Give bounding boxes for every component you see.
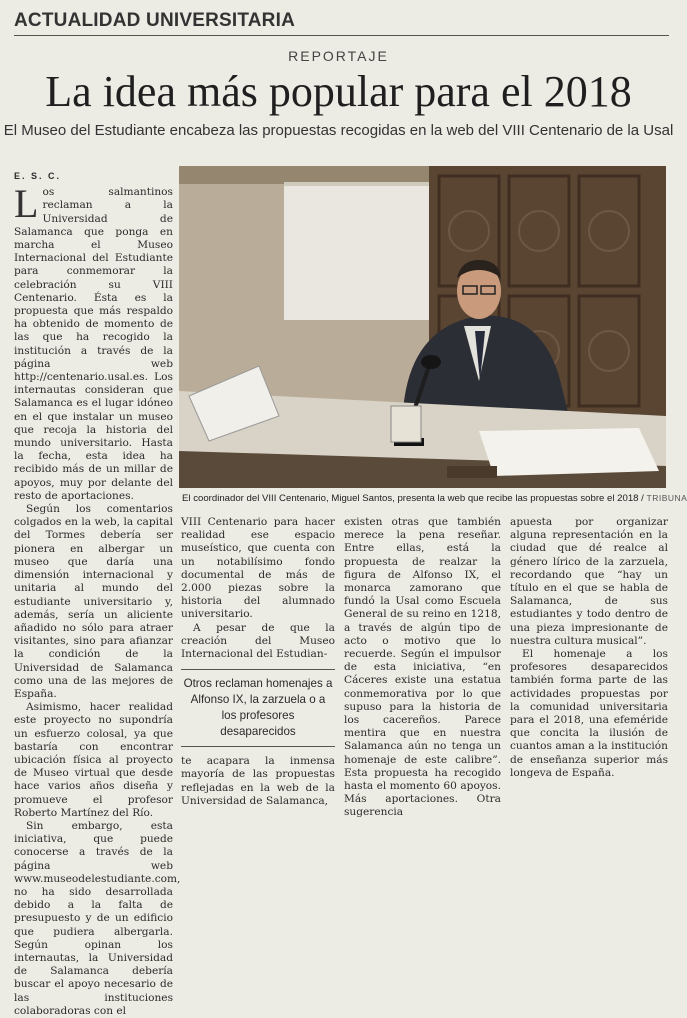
photo-credit: TRIBUNA: [646, 493, 687, 503]
article-column-2: [181, 516, 335, 807]
caption-text: El coordinador del VIII Centenario, Miguel Santos, presenta la web que recibe las propuestas sobre el 2018: [182, 493, 639, 504]
pull-quote: Otros reclaman homenajes a Alfonso IX, la zarzuela o a los profesores desaparecidos: [181, 669, 335, 747]
article-column-4: [510, 516, 668, 779]
headline: La idea más popular para el 2018: [45, 67, 632, 116]
byline: E. S. C.: [14, 171, 62, 181]
paragraph: existen otras que también merece la pena reseñar. Entre ellas, está la propuesta de realzar la figura de Alfonso IX, el monarca zamorano que fundó la Usal como Escuela General de su reino en 1218, a través de algún tipo de acto o motivo que lo recuerde. Según el impulsor de esta iniciativa, “en Cáceres existe una estatua conmemorativa por lo que supuso para la historia de los cacereños. Parece mentira que en nuestra Salamanca aún no tenga un homenaje de este calibre”. Esta propuesta ha recogido hasta el momento 60 apoyos. Más aportaciones. Otra sugerencia: [344, 516, 501, 819]
drop-cap: L: [14, 181, 39, 227]
paragraph: A pesar de que la creación del Museo Internacional del Estudian-: [181, 621, 335, 661]
paragraph: VIII Centenario para hacer realidad ese espacio museístico, que cuenta con un notabilísimo fondo documental de más de 2.000 piezas sobre la historia del alumnado universitario.: [181, 516, 335, 621]
paragraph: Sin embargo, esta iniciativa, que puede conocerse a través de la página web www.museodelestudiante.com, no ha sido desarrollada debido a la falta de presupuesto y de un edificio que pudiera albergarla. Según opinan los internautas, la Universidad de Salamanca debería buscar el apoyo necesario de las instituciones colaboradoras con el: [14, 819, 181, 1017]
lead-paragraph: [14, 181, 173, 503]
photo-caption: [182, 493, 687, 504]
subheadline: El Museo del Estudiante encabeza las propuestas recogidas en la web del VIII Centenario de la Usal: [3, 122, 674, 139]
article-column-3: [344, 516, 501, 819]
photo-illustration: [179, 166, 666, 488]
section-header: ACTUALIDAD UNIVERSITARIA: [14, 10, 669, 36]
paragraph: El homenaje a los profesores desaparecidos también forma parte de las actividades propuestas por la comunidad universitaria para el 2018, una efeméride que concita la ilusión de cuantos aman a la institución de enseñanza superior más longeva de España.: [510, 648, 668, 779]
kicker: REPORTAJE: [288, 48, 389, 64]
paragraph: apuesta por organizar alguna representación en la ciudad que dé realce al género lírico de la zarzuela, recordando que “hay un título en el que se habla de Salamanca, de sus estudiantes y todo dentro de una pieza impresionante de nuestra cultura musical”.: [510, 516, 668, 647]
paragraph: Según los comentarios colgados en la web, la capital del Tormes debería ser pionera en albergar un museo que daría una dimensión internacional y unitaria al mundo del estudiante universitario y, además, sería un aliciente añadido no sólo para atraer visitantes, sino para afianzar la condición de la Universidad de Salamanca como una de las mejores de España.: [14, 503, 173, 700]
lead-text: os salmantinos reclaman a la Universidad de Salamanca que ponga en marcha el Museo Internacional del Estudiante para conmemorar la celebración su VIII Centenario. Ésta es la propuesta que más respaldo ha obtenido de momento de las que ha recogido la institución a través de la página web http://centenario.usal.es. Los internautas consideran que Salamanca es el lugar idóneo en el que instalar un museo que recoja la historia del mundo universitario. Hasta la fecha, esta idea ha recibido más de un millar de apoyos, muy por delante del resto de aportaciones.: [14, 186, 173, 502]
article-column-1: [14, 170, 181, 1017]
caption-separator: /: [638, 493, 647, 504]
paragraph: te acapara la inmensa mayoría de las propuestas reflejadas en la web de la Universidad de Salamanca,: [181, 755, 335, 807]
paragraph: Asimismo, hacer realidad este proyecto no supondría un esfuerzo colosal, ya que bastaría con encontrar ubicación física al proyecto de Museo virtual que desde hace varios años diseña y promueve el profesor Roberto Martínez del Río.: [14, 701, 173, 819]
article-photo: [179, 166, 666, 488]
